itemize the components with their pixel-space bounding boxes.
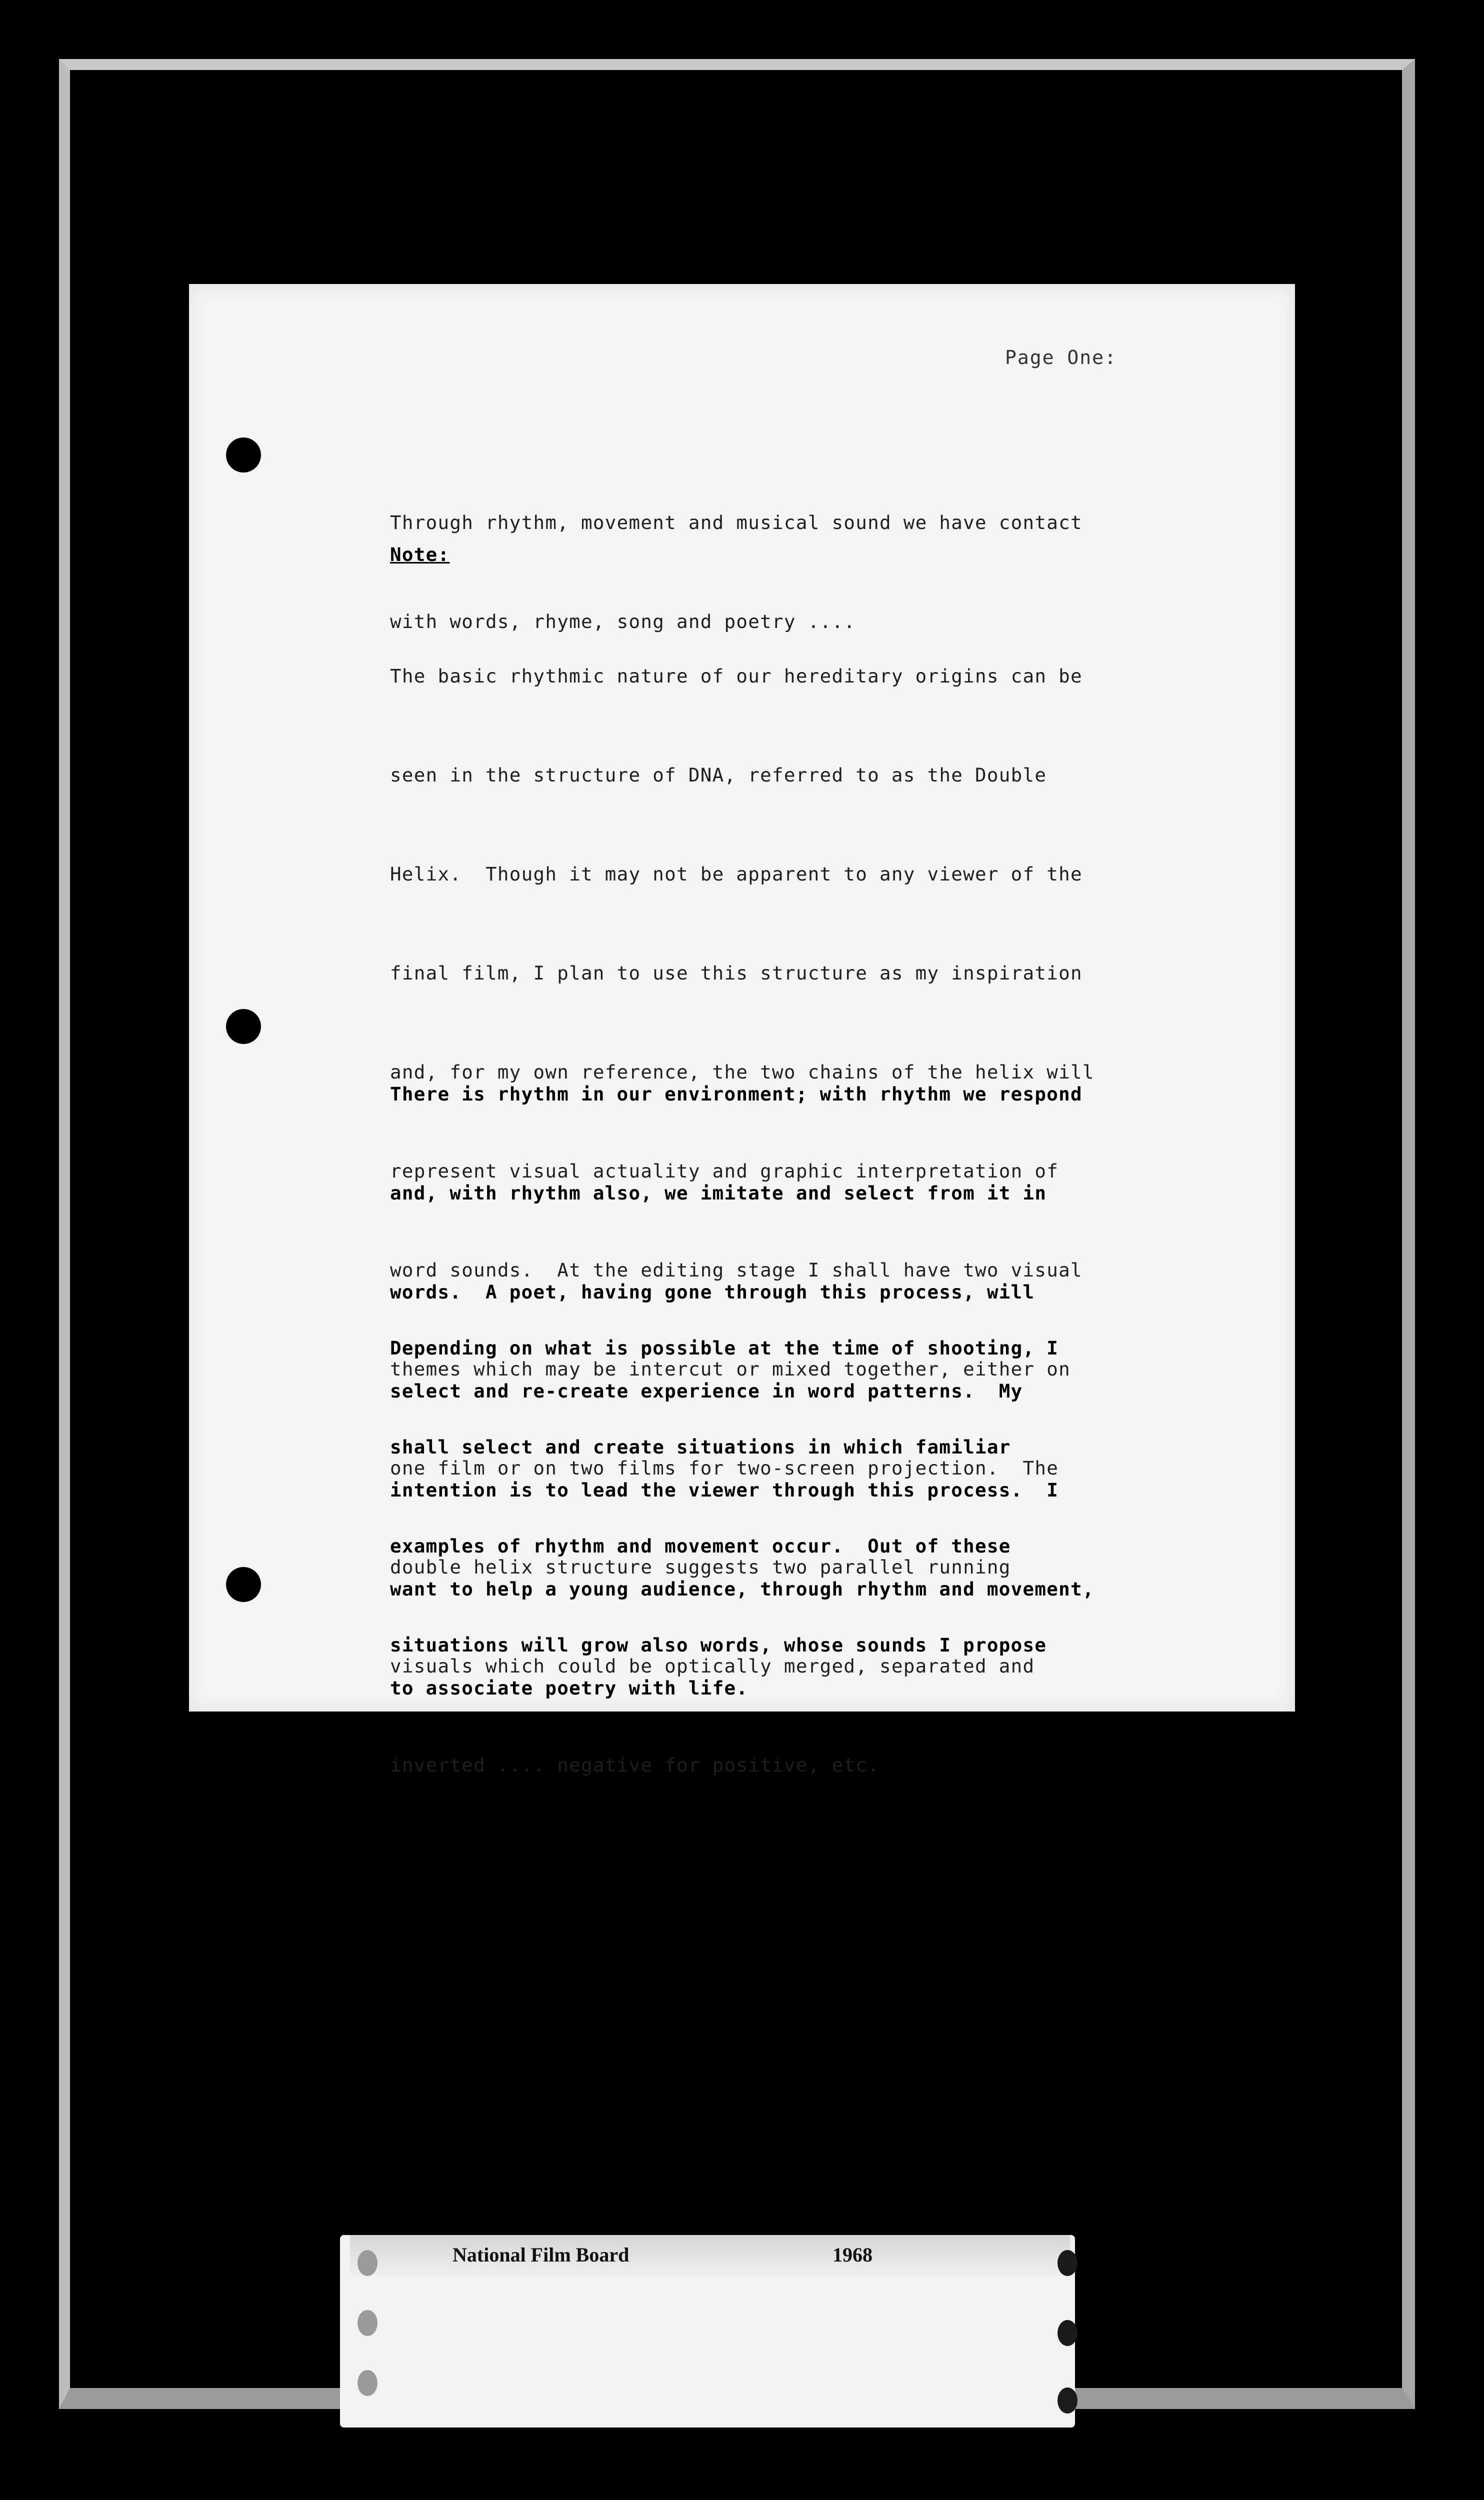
text-line: shall select and create situations in which familiar	[390, 1436, 1011, 1458]
sprocket-hole	[358, 2310, 378, 2336]
text-line: themes which may be intercut or mixed together, either on	[390, 1358, 1070, 1380]
text-line: to animate by computer graphics. Motivated from the start	[390, 1733, 1082, 1755]
text-line: and, for my own reference, the two chains of the helix will	[390, 1061, 1094, 1083]
text-line: word sounds. At the editing stage I shall have two visual	[390, 1259, 1082, 1281]
text-line: situations will grow also words, whose sounds I propose	[390, 1634, 1047, 1656]
text-line: Through rhythm, movement and musical sound we have contact	[390, 512, 1082, 534]
text-line: represent visual actuality and graphic interpretation of	[390, 1160, 1059, 1182]
note-heading: Note:	[390, 544, 450, 566]
text-line: become the motivation.	[390, 1931, 653, 1953]
text-line: The basic rhythmic nature of our hereditary origins can be	[390, 665, 1082, 687]
sprocket-hole	[358, 2250, 378, 2276]
film-label-year: 1968	[832, 2244, 872, 2266]
text-line: with words, rhyme, song and poetry ....	[390, 610, 856, 632]
text-line: and, with rhythm also, we imitate and select from it in	[390, 1182, 1047, 1204]
text-line: Helix. Though it may not be apparent to any viewer of the	[390, 863, 1082, 885]
punch-hole-bottom	[226, 1567, 261, 1602]
punch-hole-top	[226, 438, 261, 472]
text-line: want to help a young audience, through rhythm and movement,	[390, 1578, 1094, 1600]
sprocket-hole	[1058, 2388, 1078, 2414]
text-line: to associate poetry with life.	[390, 1677, 748, 1699]
sprocket-hole	[358, 2370, 378, 2396]
text-line: select and re-create experience in word patterns. My	[390, 1380, 1023, 1402]
punch-hole-middle	[226, 1009, 261, 1044]
sprocket-hole	[1058, 2320, 1078, 2346]
text-line: final film, I plan to use this structure as my inspiration	[390, 962, 1082, 984]
text-line: examples of rhythm and movement occur. Out of these	[390, 1535, 1011, 1557]
text-line: visuals which could be optically merged, separated and	[390, 1655, 1035, 1677]
text-line: one film or on two films for two-screen projection. The	[390, 1457, 1059, 1479]
text-line: intention is to lead the viewer through this process. I	[390, 1479, 1059, 1501]
text-line: double helix structure suggests two parallel running	[390, 1556, 1011, 1578]
text-line: There is rhythm in our environment; with rhythm we respond	[390, 1083, 1082, 1105]
sprocket-hole	[1058, 2250, 1078, 2276]
film-label-title: National Film Board	[452, 2244, 630, 2266]
text-line: by action within the picture, words in the end poem will	[390, 1832, 1059, 1854]
text-line: words. A poet, having gone through this process, will	[390, 1281, 1035, 1303]
text-line: Depending on what is possible at the time of shooting, I	[390, 1337, 1059, 1359]
page-number: Page One:	[1005, 346, 1117, 368]
paragraph-shooting	[390, 1266, 1130, 1992]
text-line: seen in the structure of DNA, referred to as the Double	[390, 764, 1047, 786]
text-line: inverted .... negative for positive, etc.	[390, 1754, 880, 1776]
